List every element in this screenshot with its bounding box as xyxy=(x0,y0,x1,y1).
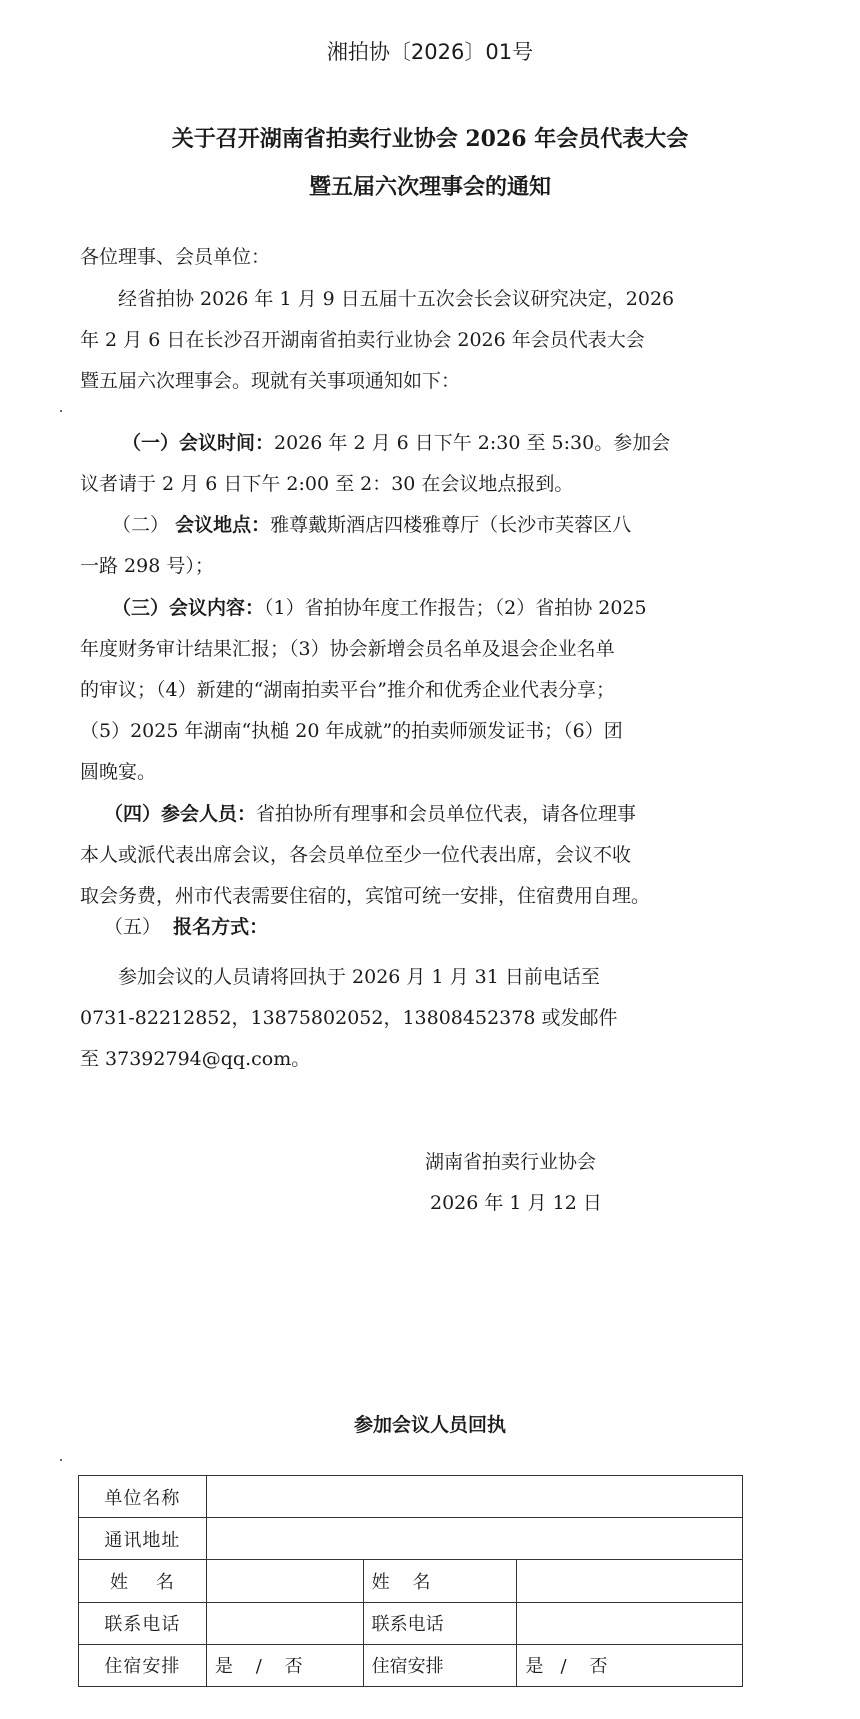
address-field[interactable] xyxy=(206,1518,742,1560)
title-line-1: 关于召开湖南省拍卖行业协会 2026 年会员代表大会 xyxy=(171,126,689,152)
section-2-line-1 xyxy=(112,510,631,537)
section-3-line-2: 年度财务审计结果汇报；（3）协会新增会员名单及退会企业名单 xyxy=(80,638,615,660)
section-5-heading xyxy=(104,912,268,939)
section-2-number: （二） xyxy=(112,514,170,536)
reply-form-title: 参加会议人员回执 xyxy=(353,1414,506,1436)
section-4-line-1 xyxy=(104,799,636,826)
section-5-label: 报名方式： xyxy=(173,916,269,938)
phone-label-2: 联系电话 xyxy=(363,1602,517,1644)
registration-line-2: 0731-82212852，13875802052，13808452378 或发邮件 xyxy=(80,1007,618,1029)
salutation: 各位理事、会员单位： xyxy=(80,246,271,268)
section-4-line-3: 取会务费，州市代表需要住宿的，宾馆可统一安排，住宿费用自理。 xyxy=(80,885,651,907)
section-1-label: （一）会议时间： xyxy=(122,432,275,454)
table-row xyxy=(79,1560,743,1602)
intro-line-1: 经省拍协 2026 年 1 月 9 日五届十五次会长会议研究决定，2026 xyxy=(118,288,675,310)
name-field-2[interactable] xyxy=(517,1560,743,1602)
intro-line-3: 暨五届六次理事会。现就有关事项通知如下： xyxy=(80,370,461,392)
section-2-line-2: 一路 298 号）； xyxy=(80,555,214,577)
margin-mark xyxy=(60,1459,62,1461)
name-field[interactable] xyxy=(206,1560,363,1602)
table-row xyxy=(79,1476,743,1518)
unit-name-label: 单位名称 xyxy=(79,1476,207,1518)
section-3-line-5: 圆晚宴。 xyxy=(80,761,157,783)
section-5-number: （五） xyxy=(104,916,162,938)
document-number: 湘拍协〔2026〕01号 xyxy=(326,40,534,64)
section-4-label: （四）参会人员： xyxy=(104,803,257,825)
table-row xyxy=(79,1518,743,1560)
section-4-text: 省拍协所有理事和会员单位代表，请各位理事 xyxy=(256,803,637,825)
phone-label: 联系电话 xyxy=(79,1602,207,1644)
name-label: 姓 名 xyxy=(79,1560,207,1602)
section-4-line-2: 本人或派代表出席会议，各会员单位至少一位代表出席，会议不收 xyxy=(80,844,632,866)
registration-line-1: 参加会议的人员请将回执于 2026 月 1 月 31 日前电话至 xyxy=(118,966,600,988)
unit-name-field[interactable] xyxy=(206,1476,742,1518)
section-1-text: 2026 年 2 月 6 日下午 2:30 至 5:30。参加会 xyxy=(274,432,671,454)
table-row xyxy=(79,1602,743,1644)
signature-date: 2026 年 1 月 12 日 xyxy=(430,1192,602,1214)
lodging-choice[interactable]: 是 / 否 xyxy=(206,1644,363,1686)
name-label-2: 姓 名 xyxy=(363,1560,517,1602)
lodging-label: 住宿安排 xyxy=(79,1644,207,1686)
intro-line-2: 年 2 月 6 日在长沙召开湖南省拍卖行业协会 2026 年会员代表大会 xyxy=(80,329,645,351)
section-1-line-1 xyxy=(122,428,670,455)
address-label: 通讯地址 xyxy=(79,1518,207,1560)
section-2-label: 会议地点： xyxy=(175,514,271,536)
reply-form-table xyxy=(78,1475,743,1687)
lodging-label-2: 住宿安排 xyxy=(363,1644,517,1686)
phone-field[interactable] xyxy=(206,1602,363,1644)
section-3-text: （1）省拍协年度工作报告；（2）省拍协 2025 xyxy=(264,597,647,619)
section-1-line-2: 议者请于 2 月 6 日下午 2:00 至 2：30 在会议地点报到。 xyxy=(80,473,574,495)
lodging-choice-2[interactable]: 是 / 否 xyxy=(517,1644,743,1686)
section-3-line-1 xyxy=(112,593,647,620)
signature-org: 湖南省拍卖行业协会 xyxy=(425,1151,597,1173)
table-row xyxy=(79,1644,743,1686)
section-2-text: 雅尊戴斯酒店四楼雅尊厅（长沙市芙蓉区八 xyxy=(270,514,632,536)
title-line-2: 暨五届六次理事会的通知 xyxy=(308,174,551,200)
section-3-line-3: 的审议；（4）新建的“湖南拍卖平台”推介和优秀企业代表分享； xyxy=(80,679,616,701)
registration-line-3: 至 37392794@qq.com。 xyxy=(80,1048,311,1070)
section-3-label: （三）会议内容： xyxy=(112,597,265,619)
phone-field-2[interactable] xyxy=(517,1602,743,1644)
section-3-line-4: （5）2025 年湖南“执槌 20 年成就”的拍卖师颁发证书；（6）团 xyxy=(80,720,623,742)
margin-mark xyxy=(60,410,62,412)
